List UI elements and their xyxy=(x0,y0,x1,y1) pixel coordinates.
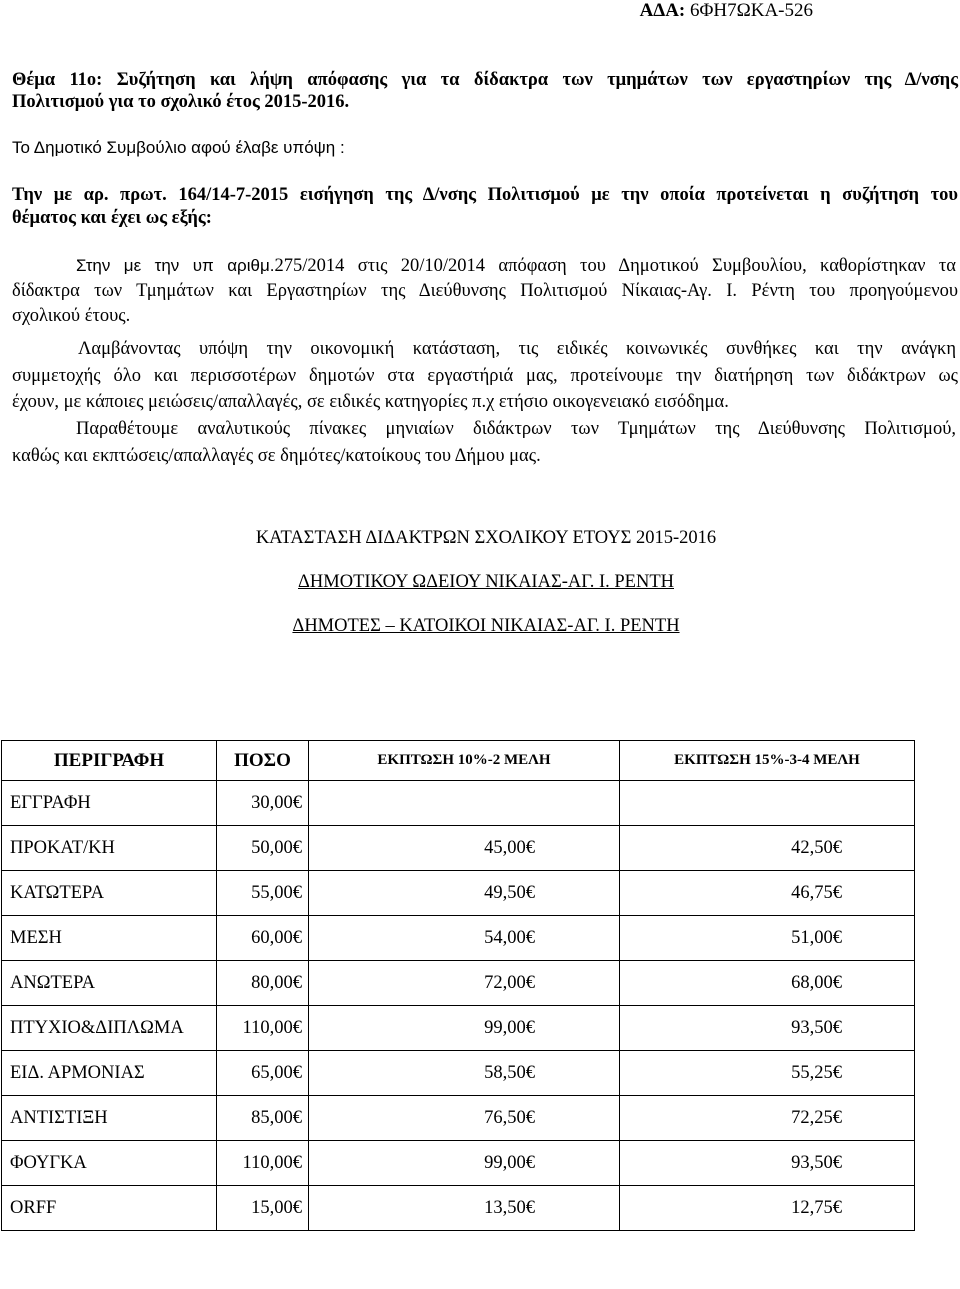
cell-description: ΕΓΓΡΑΦΗ xyxy=(2,781,217,826)
cell-discount-10: 45,00€ xyxy=(309,826,620,871)
cell-discount-15 xyxy=(620,781,915,826)
header-discount-15: ΕΚΠΤΩΣΗ 15%-3-4 ΜΕΛΗ xyxy=(620,741,915,781)
cell-amount: 55,00€ xyxy=(217,871,309,916)
cell-discount-10: 58,50€ xyxy=(309,1051,620,1096)
cell-description: ΚΑΤΩΤΕΡΑ xyxy=(2,871,217,916)
reference-line-1: Την με αρ. πρωτ. 164/14-7-2015 εισήγηση της Δ/νσης Πολιτισμού με την οποία προτείνεται η συζήτηση του xyxy=(12,185,958,205)
ada-code xyxy=(640,0,813,22)
cell-description: ΠΤΥΧΙΟ&ΔΙΠΛΩΜΑ xyxy=(2,1006,217,1051)
paragraph-2-line-3: έχουν, με κάποιες μειώσεις/απαλλαγές, σε ειδικές κατηγορίες π.χ ετήσιο οικογενειακό εισόδημα. xyxy=(12,392,729,412)
cell-discount-10: 49,50€ xyxy=(309,871,620,916)
cell-description: ORFF xyxy=(2,1186,217,1231)
cell-discount-15: 51,00€ xyxy=(620,916,915,961)
cell-description: ΑΝΩΤΕΡΑ xyxy=(2,961,217,1006)
table-row xyxy=(2,1141,915,1186)
paragraph-3-line-2: καθώς και εκπτώσεις/απαλλαγές σε δημότες/κατοίκους του Δήμου μας. xyxy=(12,446,541,466)
cell-amount: 110,00€ xyxy=(217,1006,309,1051)
cell-discount-15: 72,25€ xyxy=(620,1096,915,1141)
cell-discount-10: 99,00€ xyxy=(309,1006,620,1051)
cell-discount-15: 55,25€ xyxy=(620,1051,915,1096)
cell-description: ΑΝΤΙΣΤΙΞΗ xyxy=(2,1096,217,1141)
paragraph-2-line-2: συμμετοχής όλο και περισσοτέρων δημοτών στα εργαστήριά μας, προτείνουμε την διατήρηση των διδάκτρων ως xyxy=(12,366,958,386)
reference-line-2: θέματος και έχει ως εξής: xyxy=(12,208,212,228)
cell-discount-15: 93,50€ xyxy=(620,1006,915,1051)
cell-discount-10: 99,00€ xyxy=(309,1141,620,1186)
cell-description: ΕΙΔ. ΑΡΜΟΝΙΑΣ xyxy=(2,1051,217,1096)
paragraph-1-rest: 275/2014 στις 20/10/2014 απόφαση του Δημοτικού Συμβουλίου, καθορίστηκαν τα xyxy=(274,256,957,276)
paragraph-1-line-2: δίδακτρα των Τμημάτων και Εργαστηρίων της Διεύθυνσης Πολιτισμού Νίκαιας-Αγ. Ι. Ρέντη του προηγούμενου xyxy=(12,281,958,301)
ada-label: ΑΔΑ: xyxy=(639,0,686,21)
cell-amount: 110,00€ xyxy=(217,1141,309,1186)
intro-text: Το Δημοτικό Συμβούλιο αφού έλαβε υπόψη : xyxy=(12,138,345,157)
paragraph-1-lead: Στην με την υπ αριθμ. xyxy=(76,256,275,275)
header-discount-10: ΕΚΠΤΩΣΗ 10%-2 ΜΕΛΗ xyxy=(309,741,620,781)
ada-number: 6ΦΗ7ΩΚΑ-526 xyxy=(690,0,813,21)
paragraph-2-line-1: Λαμβάνοντας υπόψη την οικονομική κατάσταση, τις ειδικές κοινωνικές συνθήκες και την ανάγκη xyxy=(78,339,956,359)
table-row xyxy=(2,1006,915,1051)
cell-discount-10: 72,00€ xyxy=(309,961,620,1006)
cell-discount-15: 46,75€ xyxy=(620,871,915,916)
table-row xyxy=(2,871,915,916)
heading-conservatory: ΔΗΜΟΤΙΚΟΥ ΩΔΕΙΟΥ ΝΙΚΑΙΑΣ-ΑΓ. Ι. ΡΕΝΤΗ xyxy=(298,572,674,592)
cell-discount-15: 42,50€ xyxy=(620,826,915,871)
cell-amount: 30,00€ xyxy=(217,781,309,826)
cell-discount-15: 68,00€ xyxy=(620,961,915,1006)
cell-description: ΠΡΟΚΑΤ/ΚΗ xyxy=(2,826,217,871)
cell-discount-10 xyxy=(309,781,620,826)
cell-discount-10: 54,00€ xyxy=(309,916,620,961)
table-row xyxy=(2,1096,915,1141)
cell-amount: 15,00€ xyxy=(217,1186,309,1231)
subject-line-1: Θέμα 11ο: Συζήτηση και λήψη απόφασης για τα δίδακτρα των τμημάτων των εργαστηρίων της Δ/νσης xyxy=(12,70,958,90)
paragraph-3-line-1: Παραθέτουμε αναλυτικούς πίνακες μηνιαίων διδάκτρων των Τμημάτων της Διεύθυνσης Πολιτισμού, xyxy=(76,419,956,439)
table-row xyxy=(2,826,915,871)
header-amount: ΠΟΣΟ xyxy=(217,741,309,781)
cell-amount: 50,00€ xyxy=(217,826,309,871)
table-row xyxy=(2,1051,915,1096)
table-row xyxy=(2,1186,915,1231)
table-row xyxy=(2,781,915,826)
cell-description: ΦΟΥΓΚΑ xyxy=(2,1141,217,1186)
cell-discount-15: 12,75€ xyxy=(620,1186,915,1231)
cell-amount: 85,00€ xyxy=(217,1096,309,1141)
fees-table xyxy=(1,740,915,1231)
paragraph-1-line-3: σχολικού έτους. xyxy=(12,306,131,326)
subject-line-2: Πολιτισμού για το σχολικό έτος 2015-2016. xyxy=(12,92,350,112)
cell-discount-10: 13,50€ xyxy=(309,1186,620,1231)
fees-table-body xyxy=(2,741,915,1231)
header-description: ΠΕΡΙΓΡΑΦΗ xyxy=(2,741,217,781)
table-row xyxy=(2,916,915,961)
table-row xyxy=(2,961,915,1006)
cell-discount-15: 93,50€ xyxy=(620,1141,915,1186)
cell-discount-10: 76,50€ xyxy=(309,1096,620,1141)
cell-amount: 65,00€ xyxy=(217,1051,309,1096)
table-header-row xyxy=(2,741,915,781)
heading-residents: ΔΗΜΟΤΕΣ – ΚΑΤΟΙΚΟΙ ΝΙΚΑΙΑΣ-ΑΓ. Ι. ΡΕΝΤΗ xyxy=(292,616,680,636)
heading-fees-status: ΚΑΤΑΣΤΑΣΗ ΔΙΔΑΚΤΡΩΝ ΣΧΟΛΙΚΟΥ ΕΤΟΥΣ 2015-2016 xyxy=(255,528,717,548)
cell-amount: 60,00€ xyxy=(217,916,309,961)
cell-description: ΜΕΣΗ xyxy=(2,916,217,961)
paragraph-1-line-1 xyxy=(76,256,956,277)
cell-amount: 80,00€ xyxy=(217,961,309,1006)
